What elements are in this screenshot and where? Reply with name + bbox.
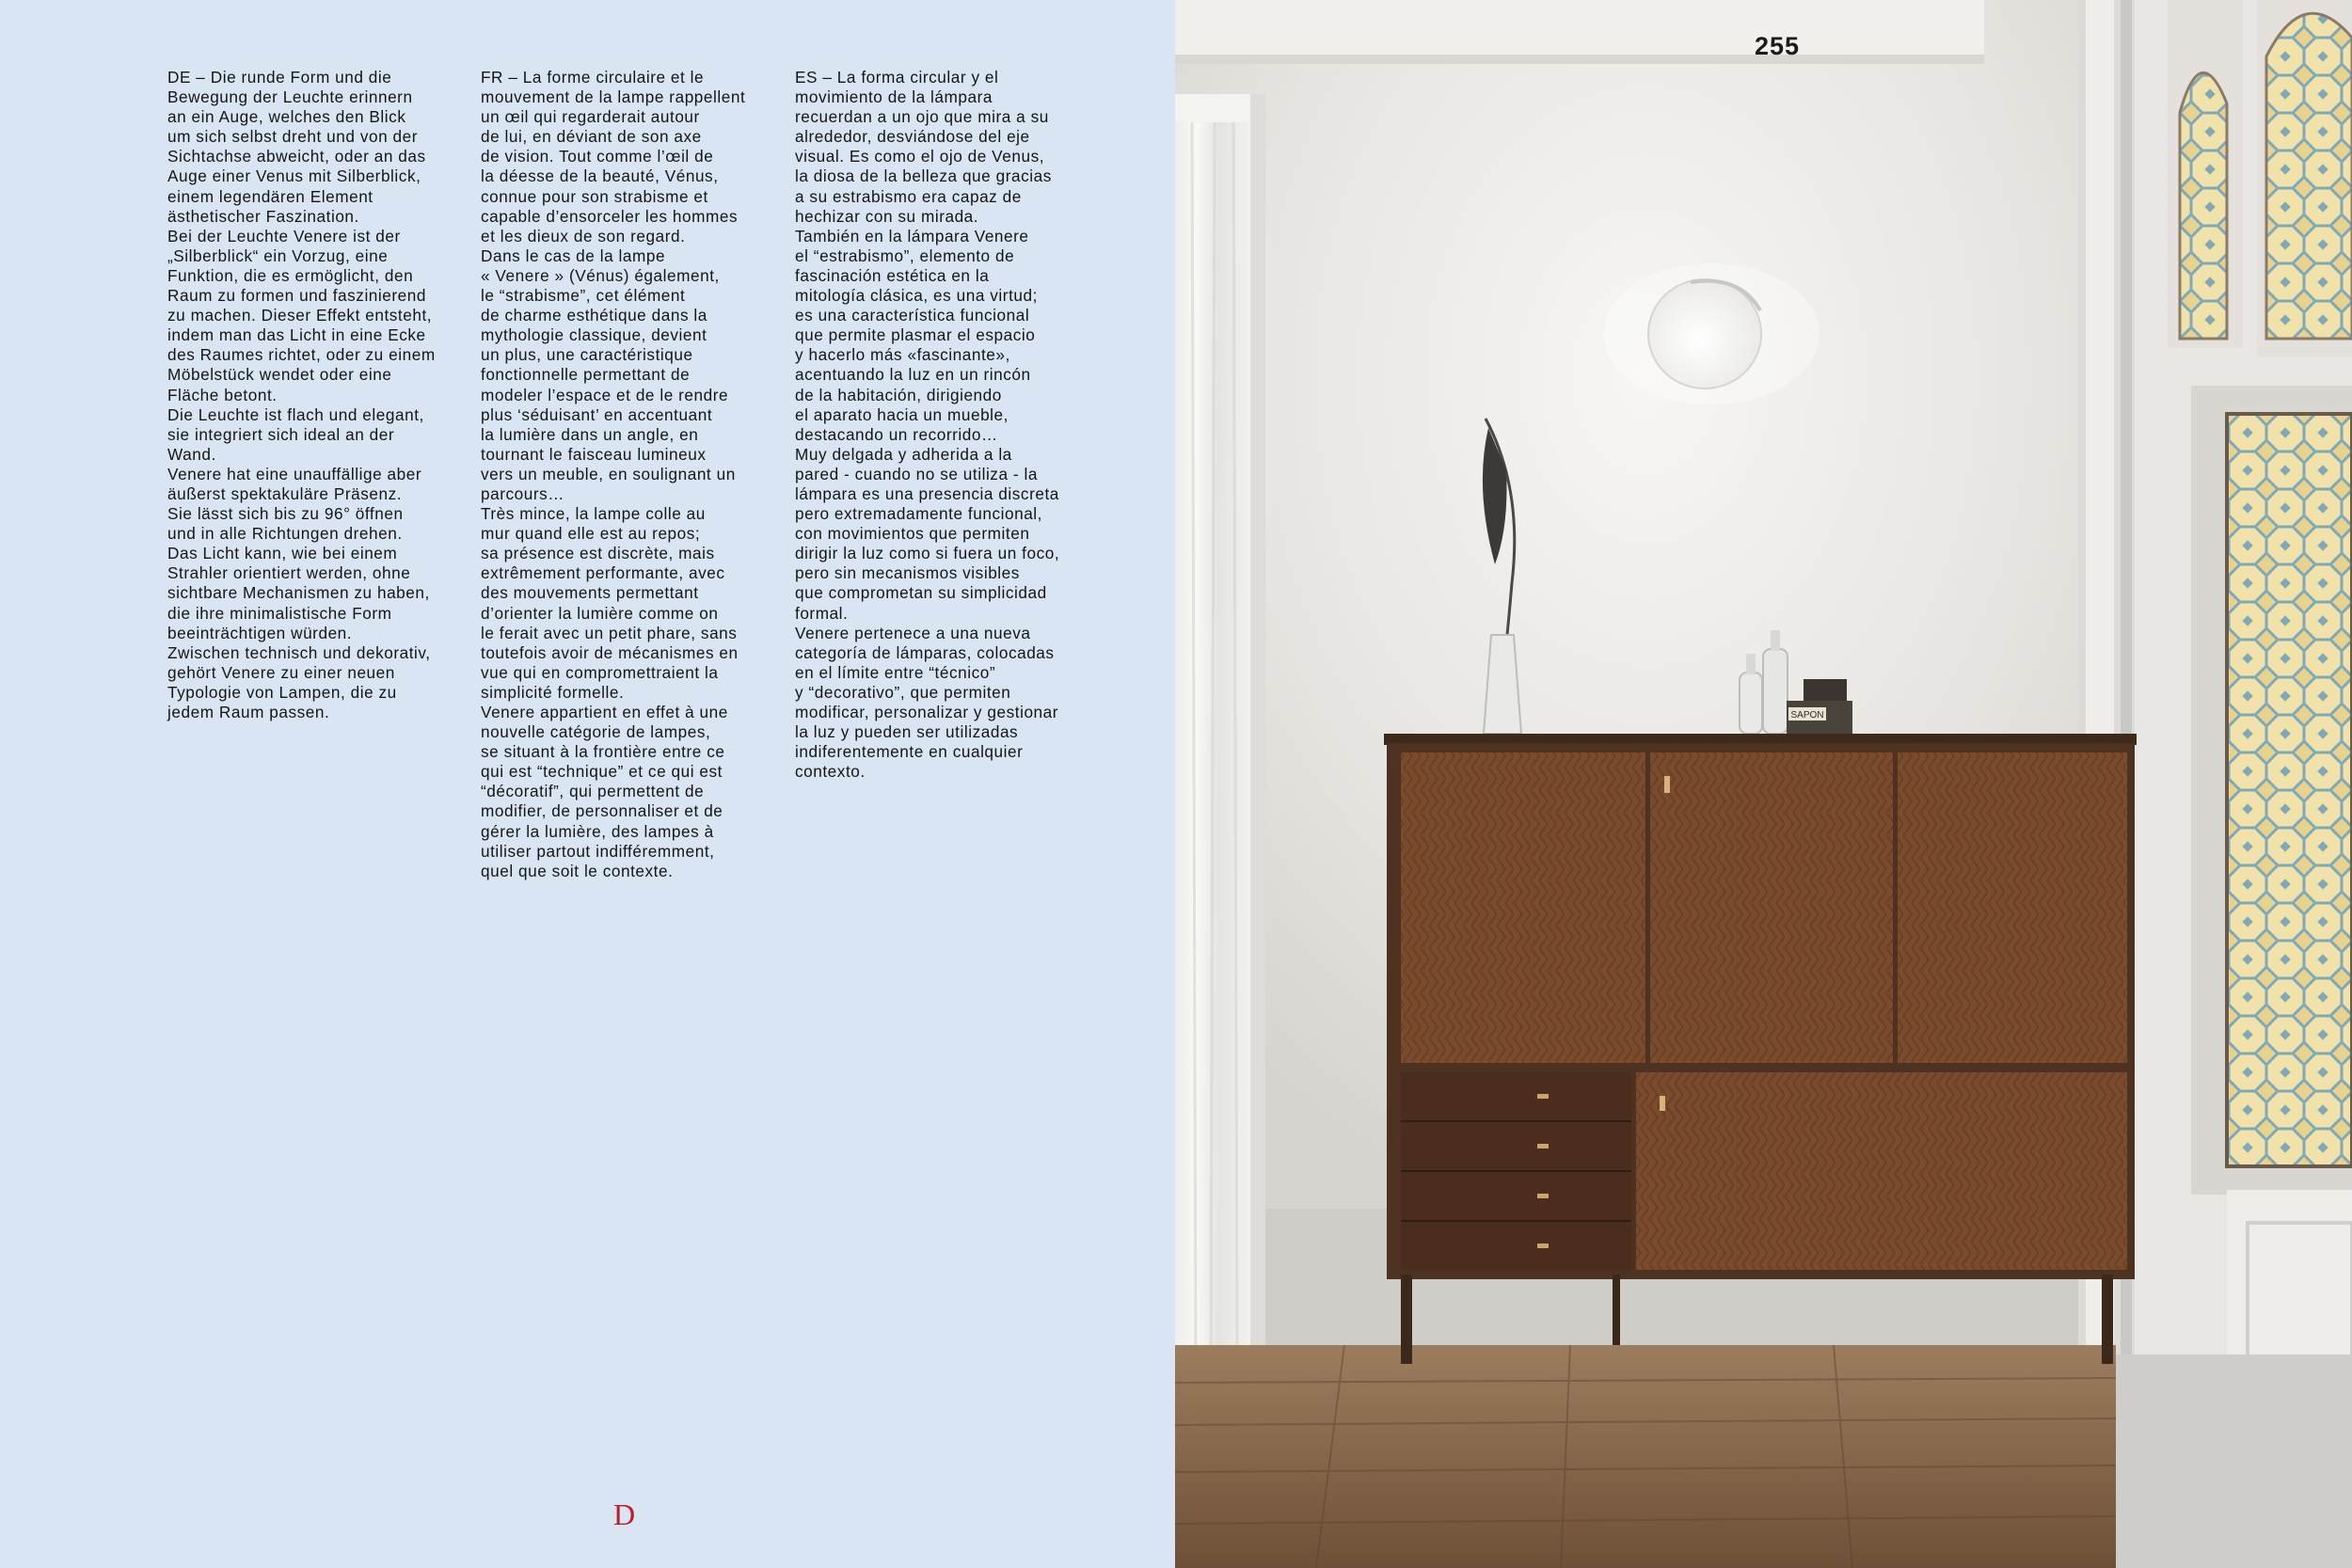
text-line: dirigir la luz como si fuera un foco, xyxy=(795,544,1060,563)
text-line: pero extremadamente funcional, xyxy=(795,504,1042,524)
text-line: y hacerlo más «fascinante», xyxy=(795,345,1010,365)
text-line: en el límite entre “técnico” xyxy=(795,662,996,682)
text-line: „Silberblick“ ein Vorzug, eine xyxy=(167,245,389,265)
text-line: formal. xyxy=(795,603,849,623)
text-line: an ein Auge, welches den Blick xyxy=(167,107,406,127)
text-line: indiferentemente en cualquier xyxy=(795,742,1024,762)
text-column-es xyxy=(795,68,1101,782)
text-line: plus ‘séduisant’ en accentuant xyxy=(481,404,713,424)
text-line: fascinación estética en la xyxy=(795,265,990,285)
text-line: FR – La forme circulaire et le xyxy=(481,68,705,87)
text-line: acentuando la luz en un rincón xyxy=(795,365,1031,385)
text-line: mythologie classique, devient xyxy=(481,325,707,345)
text-line: Bewegung der Leuchte erinnern xyxy=(167,87,413,107)
text-line: modificar, personalizar y gestionar xyxy=(795,703,1059,721)
text-line: categoría de lámparas, colocadas xyxy=(795,642,1055,662)
text-line: vers un meuble, en soulignant un xyxy=(481,464,736,483)
text-line: Zwischen technisch und dekorativ, xyxy=(167,642,431,662)
text-line: Très mince, la lampe colle au xyxy=(481,504,706,524)
text-line: que comprometan su simplicidad xyxy=(795,583,1047,603)
text-line: el aparato hacia un mueble, xyxy=(795,404,1009,424)
text-line: Die Leuchte ist flach und elegant, xyxy=(167,404,424,424)
text-line: a su estrabismo era capaz de xyxy=(795,186,1022,206)
text-line: destacando un recorrido… xyxy=(795,424,998,444)
text-line: alrededor, desviándose del eje xyxy=(795,127,1030,147)
text-line: Fläche betont. xyxy=(167,385,278,404)
text-line: modeler l’espace et de le rendre xyxy=(481,385,729,404)
text-line: movimiento de la lámpara xyxy=(795,87,993,107)
wooden-cabinet xyxy=(1384,734,2137,1364)
text-line: se situant à la frontière entre ce xyxy=(481,742,725,762)
text-line: quel que soit le contexte. xyxy=(481,861,674,880)
text-line: Typologie von Lampen, die zu xyxy=(167,682,397,702)
text-line: des Raumes richtet, oder zu einem xyxy=(167,345,436,365)
text-line: lámpara es una presencia discreta xyxy=(795,483,1059,503)
text-line: Bei der Leuchte Venere ist der xyxy=(167,226,401,245)
text-line: de lui, en déviant de son axe xyxy=(481,127,702,147)
text-line: indem man das Licht in eine Ecke xyxy=(167,325,426,345)
text-line: hechizar con su mirada. xyxy=(795,206,979,226)
text-line: contexto. xyxy=(795,762,866,782)
text-line: parcours… xyxy=(481,483,565,503)
text-line: gérer la lumière, des lampes à xyxy=(481,821,714,841)
page-number: 255 xyxy=(1754,32,1801,60)
text-line: “décoratif”, qui permettent de xyxy=(481,782,705,801)
text-line: un œil qui regarderait autour xyxy=(481,107,700,127)
text-line: utiliser partout indifféremment, xyxy=(481,841,715,861)
glass-vase xyxy=(1484,635,1521,734)
text-line: con movimientos que permiten xyxy=(795,524,1030,544)
text-line: Raum zu formen und faszinierend xyxy=(167,286,426,306)
text-line: ES – La forma circular y el xyxy=(795,68,999,87)
text-line: tournant le faisceau lumineux xyxy=(481,444,707,464)
text-line: simplicité formelle. xyxy=(481,682,625,702)
text-line: Sie lässt sich bis zu 96° öffnen xyxy=(167,504,404,524)
text-line: de la habitación, dirigiendo xyxy=(795,385,1002,404)
text-line: de vision. Tout comme l’œil de xyxy=(481,147,714,166)
text-line: beeinträchtigen würden. xyxy=(167,623,353,642)
text-line: jedem Raum passen. xyxy=(167,703,330,721)
text-line: y “decorativo”, que permiten xyxy=(795,682,1011,702)
text-line: sa présence est discrète, mais xyxy=(481,544,715,563)
stained-glass xyxy=(2227,414,2352,1166)
text-line: fonctionnelle permettant de xyxy=(481,365,691,385)
text-column-de xyxy=(167,68,473,722)
text-page xyxy=(0,0,1175,1568)
text-line: Venere pertenece a una nueva xyxy=(795,623,1031,642)
text-line: le “strabisme”, cet élément xyxy=(481,286,686,306)
text-line: que permite plasmar el espacio xyxy=(795,325,1036,345)
text-line: es una característica funcional xyxy=(795,306,1030,325)
text-line: Das Licht kann, wie bei einem xyxy=(167,544,398,563)
text-line: Möbelstück wendet oder eine xyxy=(167,365,392,385)
text-line: la déesse de la beauté, Vénus, xyxy=(481,166,719,186)
text-line: qui est “technique” et ce qui est xyxy=(481,762,723,782)
text-line: Funktion, die es ermöglicht, den xyxy=(167,265,414,285)
text-line: mur quand elle est au repos; xyxy=(481,524,701,544)
text-line: vue qui en compromettraient la xyxy=(481,662,719,682)
text-line: Auge einer Venus mit Silberblick, xyxy=(167,166,421,186)
text-line: des mouvements permettant xyxy=(481,583,699,603)
text-line: recuerdan a un ojo que mira a su xyxy=(795,107,1049,127)
text-line: mouvement de la lampe rappellent xyxy=(481,87,746,107)
text-line: un plus, une caractéristique xyxy=(481,345,693,365)
text-line: sichtbare Mechanismen zu haben, xyxy=(167,583,430,603)
text-line: Muy delgada y adherida a la xyxy=(795,444,1012,464)
text-line: extrêmement performante, avec xyxy=(481,563,725,583)
text-line: einem legendären Element xyxy=(167,186,373,206)
text-line: la luz y pueden ser utilizadas xyxy=(795,722,1019,742)
text-line: die ihre minimalistische Form xyxy=(167,603,392,623)
text-line: « Venere » (Vénus) également, xyxy=(481,265,720,285)
text-line: la diosa de la belleza que gracias xyxy=(795,166,1052,186)
text-line: toutefois avoir de mécanismes en xyxy=(481,642,739,662)
text-line: visual. Es como el ojo de Venus, xyxy=(795,147,1045,166)
text-line: Wand. xyxy=(167,444,216,464)
text-line: pared - cuando no se utiliza - la xyxy=(795,464,1038,483)
text-line: Dans le cas de la lampe xyxy=(481,245,666,265)
text-line: zu machen. Dieser Effekt entsteht, xyxy=(167,306,433,325)
text-line: ästhetischer Faszination. xyxy=(167,206,359,226)
venere-lamp xyxy=(1648,279,1761,388)
text-column-fr xyxy=(481,68,787,881)
text-line: de charme esthétique dans la xyxy=(481,306,707,325)
text-line: äußerst spektakuläre Präsenz. xyxy=(167,483,403,503)
text-line: Venere appartient en effet à une xyxy=(481,703,728,721)
text-line: pero sin mecanismos visibles xyxy=(795,563,1020,583)
brand-mark: D xyxy=(613,1497,637,1531)
text-line: nouvelle catégorie de lampes, xyxy=(481,722,711,742)
text-line: Sichtachse abweicht, oder an das xyxy=(167,147,426,166)
interior-photo xyxy=(1175,0,2352,1568)
text-line: sie integriert sich ideal an der xyxy=(167,424,395,444)
text-line: También en la lámpara Venere xyxy=(795,226,1029,245)
box-label: SAPON xyxy=(1790,710,1824,721)
text-line: Strahler orientiert werden, ohne xyxy=(167,563,411,583)
text-line: modifier, de personnaliser et de xyxy=(481,801,723,821)
text-line: le ferait avec un petit phare, sans xyxy=(481,623,738,642)
text-line: capable d’ensorceler les hommes xyxy=(481,206,739,226)
photo-page xyxy=(1175,0,2352,1568)
text-line: um sich selbst dreht und von der xyxy=(167,127,418,147)
text-line: el “estrabismo”, elemento de xyxy=(795,245,1015,265)
text-line: und in alle Richtungen drehen. xyxy=(167,524,403,544)
text-line: connue pour son strabisme et xyxy=(481,186,708,206)
text-line: Venere hat eine unauffällige aber xyxy=(167,464,422,483)
text-line: et les dieux de son regard. xyxy=(481,226,686,245)
text-line: gehört Venere zu einer neuen xyxy=(167,662,395,682)
text-line: DE – Die runde Form und die xyxy=(167,68,392,87)
text-line: mitología clásica, es una virtud; xyxy=(795,286,1038,306)
text-line: d’orienter la lumière comme on xyxy=(481,603,719,623)
text-line: la lumière dans un angle, en xyxy=(481,424,699,444)
